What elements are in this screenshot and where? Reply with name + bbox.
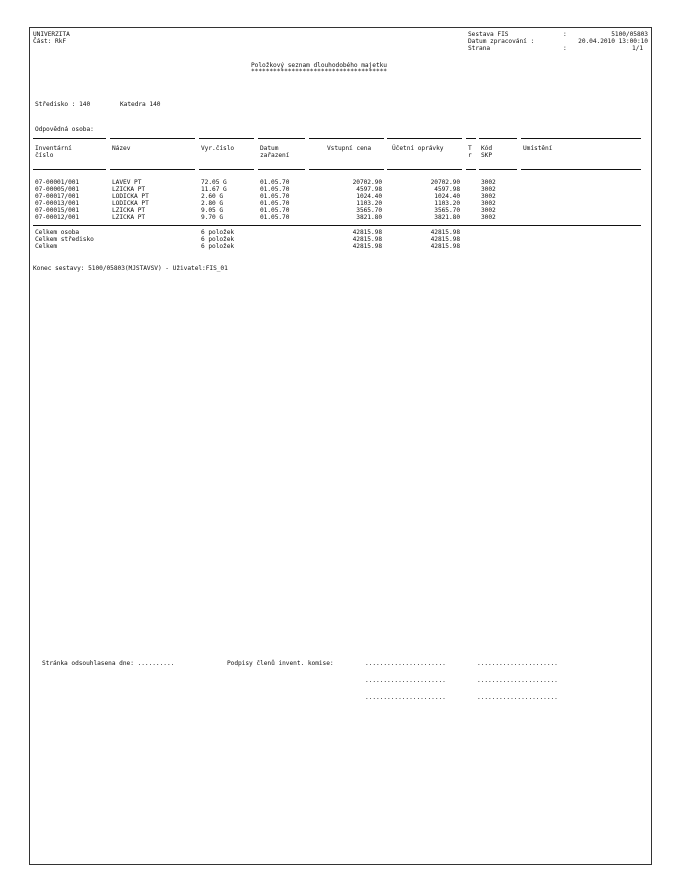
col-name: Název [112,145,131,152]
total-label: Celkem osoba [35,229,80,236]
report-label: Sestava FIS [468,31,509,38]
rule [466,138,476,139]
rule [110,138,195,139]
cell-inv: 07-00005/001 [35,186,80,193]
signature-dots: ...................... [365,694,446,701]
cell-name: LZICKA PT [112,186,146,193]
rule [479,138,517,139]
totals-separator [33,225,641,226]
col-code: Kód [481,145,493,152]
rule [258,138,305,139]
date-label: Datum zpracování : [468,38,535,45]
cell-serial: 72.05 G [201,179,227,186]
cell-depr: 4597.98 [434,186,460,193]
responsible-label: Odpovědná osoba: [35,126,94,133]
cell-date: 01.05.70 [260,214,290,221]
org-part: Část: RkF [33,38,67,45]
total-depr: 42815.98 [430,229,460,236]
total-count: 6 položek [201,229,235,236]
cell-name: LZICKA PT [112,214,146,221]
cell-inv: 07-00015/001 [35,207,80,214]
rule [258,169,305,170]
total-depr: 42815.98 [430,236,460,243]
center-info: Středisko : 140 [35,101,91,108]
signature-dots: ...................... [365,660,446,667]
cell-inv: 07-00013/001 [35,200,80,207]
cell-name: LZICKA PT [112,207,146,214]
cell-date: 01.05.70 [260,207,290,214]
rule [521,138,641,139]
cell-depr: 3821.80 [434,214,460,221]
total-label: Celkem středisko [35,236,94,243]
signature-dots: ...................... [365,677,446,684]
rule [309,169,384,170]
col-date: Datum [260,145,279,152]
signature-dots: ...................... [477,677,558,684]
cell-code: 3002 [481,186,496,193]
cell-depr: 3565.70 [434,207,460,214]
rule [199,169,254,170]
cell-code: 3002 [481,200,496,207]
rule [387,138,462,139]
col-type-2: r [468,152,472,159]
signature-dots: ...................... [477,694,558,701]
rule [309,138,384,139]
rule [466,169,476,170]
date-value: 20.04.2010 13:00:10 [578,38,648,45]
col-code-2: SKP [481,152,493,159]
page-label: Strana [468,45,491,52]
cell-date: 01.05.70 [260,179,290,186]
col-inv-2: číslo [35,152,54,159]
col-depr: Účetní oprávky [392,145,444,152]
page-value: 1/1 [631,45,643,52]
cell-code: 3002 [481,214,496,221]
agreed-date-line: Stránka odsouhlasena dne: .......... [42,660,175,667]
cell-date: 01.05.70 [260,193,290,200]
rule [33,138,106,139]
report-value: 5100/05803 [611,31,648,38]
total-depr: 42815.98 [430,243,460,250]
cell-price: 3565.70 [356,207,382,214]
total-count: 6 položek [201,243,235,250]
cell-price: 20702.90 [352,179,382,186]
cell-inv: 07-00012/001 [35,214,80,221]
cell-serial: 9.05 G [201,207,224,214]
total-price: 42815.98 [352,236,382,243]
cell-date: 01.05.70 [260,200,290,207]
cell-serial: 11.67 G [201,186,227,193]
cell-date: 01.05.70 [260,186,290,193]
total-label: Celkem [35,243,58,250]
rule [33,169,106,170]
cell-depr: 1103.20 [434,200,460,207]
cell-serial: 2.60 G [201,193,224,200]
cell-name: LAVEV PT [112,179,142,186]
report-title: Položkový seznam dlouhodobého majetku [251,62,387,69]
total-count: 6 položek [201,236,235,243]
page-colon: : [563,45,567,52]
col-inv: Inventární [35,145,72,152]
cell-code: 3002 [481,193,496,200]
total-price: 42815.98 [352,243,382,250]
rule [479,169,517,170]
cell-price: 4597.98 [356,186,382,193]
cell-depr: 1024.40 [434,193,460,200]
cell-code: 3002 [481,207,496,214]
col-location: Umístění [523,145,553,152]
rule [199,138,254,139]
signature-dots: ...................... [477,660,558,667]
rule [387,169,462,170]
col-date-2: zařazení [260,152,290,159]
cell-name: LODICKA PT [112,193,149,200]
department-info: Katedra 140 [120,101,161,108]
signatures-label: Podpisy členů invent. komise: [227,660,334,667]
org-name: UNIVERZITA [33,31,70,38]
cell-price: 1024.40 [356,193,382,200]
cell-name: LODICKA PT [112,200,149,207]
cell-code: 3002 [481,179,496,186]
cell-serial: 2.80 G [201,200,224,207]
report-colon: : [563,31,567,38]
rule [110,169,195,170]
cell-price: 3821.80 [356,214,382,221]
cell-serial: 9.70 G [201,214,224,221]
col-serial: Vyr.číslo [201,145,235,152]
total-price: 42815.98 [352,229,382,236]
col-price: Vstupní cena [327,145,372,152]
cell-price: 1103.20 [356,200,382,207]
report-page [29,27,652,865]
col-type: T [468,145,472,152]
cell-inv: 07-00001/001 [35,179,80,186]
report-end-line: Konec sestavy: 5100/05803(MJSTAVSV) - Uživatel:FIS_01 [33,265,228,272]
rule [521,169,641,170]
cell-depr: 20702.90 [430,179,460,186]
cell-inv: 07-00017/001 [35,193,80,200]
title-underline: ************************************* [251,68,387,75]
